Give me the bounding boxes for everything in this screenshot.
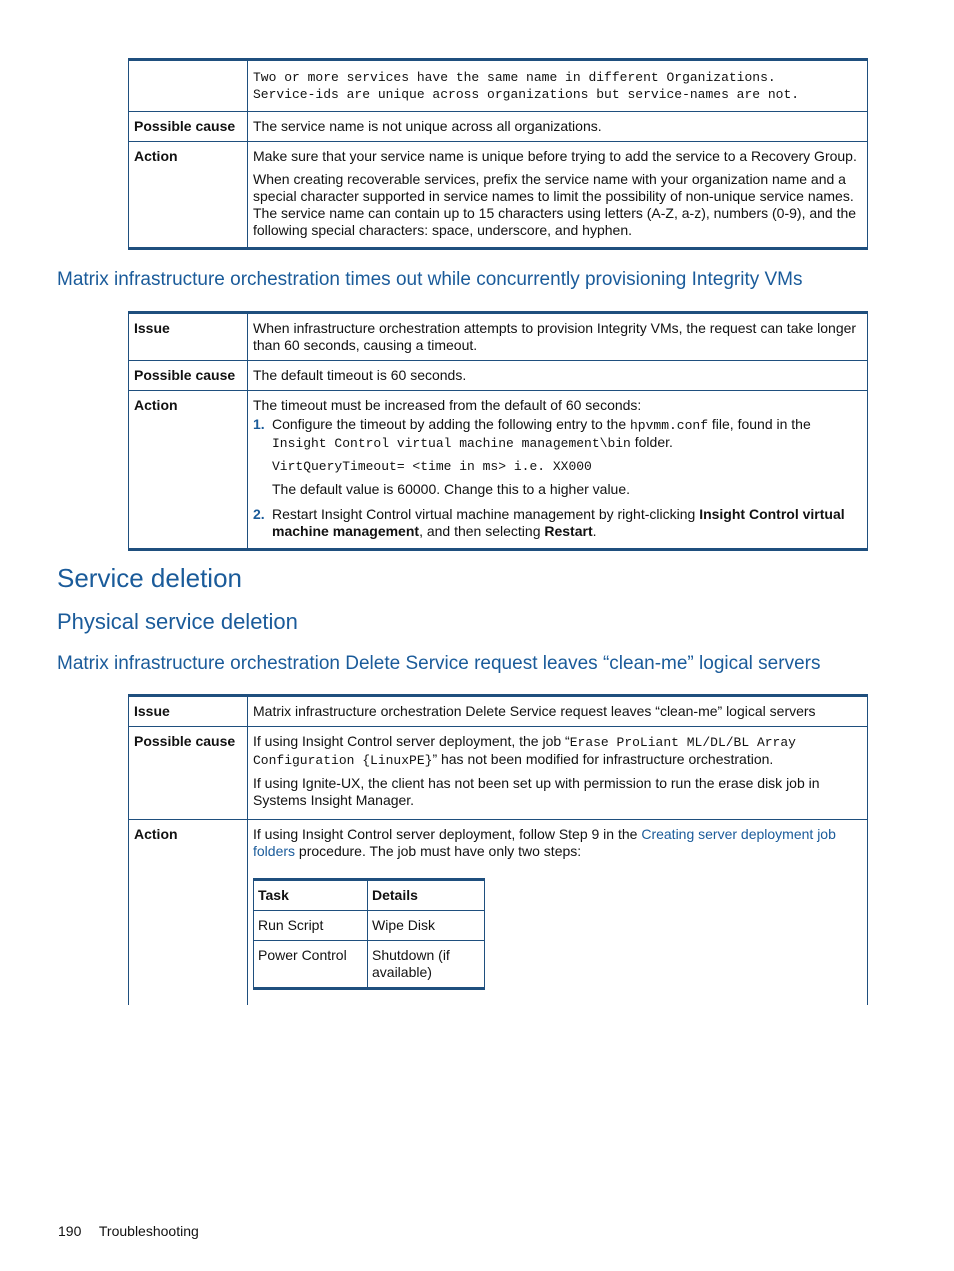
step-text: folder. — [630, 434, 673, 450]
action-paragraph — [253, 826, 862, 860]
action-paragraph-2: When creating recoverable services, prefix the service name with your organization name and a special character supported in service names to limit the possibility of non-unique service names. The service name can contain up to 15 characters using letters (A-Z, a-z), numbers (0-9), and the following special characters: space, underscore, and hyphen. — [253, 171, 857, 238]
empty-label-cell — [129, 60, 248, 112]
restart-command: Restart — [544, 523, 593, 539]
action-cell — [248, 391, 868, 550]
service-name-table — [128, 58, 868, 250]
cause-text: If using Insight Control server deployment, the job “ — [253, 733, 570, 749]
menu-target: Insight Control virtual machine management — [272, 506, 845, 539]
list-item — [253, 416, 862, 498]
details-cell: Shutdown (if available) — [368, 941, 485, 989]
step-number: 1. — [253, 416, 265, 432]
table-row — [129, 391, 868, 550]
timeout-table — [128, 311, 868, 551]
action-intro: The timeout must be increased from the default of 60 seconds: — [253, 397, 642, 413]
table-row — [129, 696, 868, 727]
issue-text: When infrastructure orchestration attempts to provision Integrity VMs, the request can take longer than 60 seconds, causing a timeout. — [248, 313, 868, 361]
page-number: 190 — [58, 1223, 82, 1239]
action-label: Action — [129, 142, 248, 249]
possible-cause-label: Possible cause — [129, 727, 248, 820]
default-value-note: The default value is 60000. Change this to a higher value. — [272, 481, 631, 497]
possible-cause-cell — [248, 727, 868, 820]
config-entry: VirtQueryTimeout= <time in ms> i.e. XX000 — [272, 459, 592, 474]
error-message-line-2: Service-ids are unique across organizations but service-names are not. — [253, 87, 800, 102]
list-item — [253, 506, 862, 540]
action-paragraph-1: Make sure that your service name is unique before trying to add the service to a Recovery Group. — [253, 148, 857, 164]
service-deletion-heading: Service deletion — [57, 563, 242, 593]
folder-path: Insight Control virtual machine management\bin — [272, 436, 631, 451]
step-details — [272, 458, 862, 498]
step-number: 2. — [253, 506, 265, 522]
task-cell: Run Script — [254, 911, 368, 941]
possible-cause-label: Possible cause — [129, 112, 248, 142]
table-row — [129, 361, 868, 391]
table-row — [129, 112, 868, 142]
error-message-cell — [248, 60, 868, 112]
action-text: If using Insight Control server deployment, follow Step 9 in the — [253, 826, 642, 842]
column-header-details: Details — [368, 880, 485, 911]
issue-text: Matrix infrastructure orchestration Delete Service request leaves “clean-me” logical servers — [248, 696, 868, 727]
step-text: Restart Insight Control virtual machine management by right-clicking — [272, 506, 700, 522]
steps-list — [253, 416, 862, 540]
cause-paragraph-1 — [253, 733, 862, 769]
page-footer — [58, 1223, 199, 1239]
column-header-task: Task — [254, 880, 368, 911]
step-text: file, found in the — [708, 416, 811, 432]
config-file-name: hpvmm.conf — [630, 418, 709, 433]
table-row — [129, 142, 868, 249]
creating-job-folders-link[interactable]: Creating server deployment job folders — [253, 826, 836, 859]
table-row — [129, 820, 868, 1006]
table-row — [254, 911, 485, 941]
issue-label: Issue — [129, 313, 248, 361]
action-cell — [248, 820, 868, 1006]
table-row — [129, 313, 868, 361]
step-text: . — [592, 523, 597, 539]
clean-me-table — [128, 694, 868, 1005]
cause-paragraph-2: If using Ignite-UX, the client has not been set up with permission to run the erase disk job in Systems Insight Manager. — [253, 775, 820, 808]
timeout-section-heading: Matrix infrastructure orchestration times out while concurrently provisioning Integrity VMs — [57, 269, 803, 290]
details-cell: Wipe Disk — [368, 911, 485, 941]
possible-cause-text: The default timeout is 60 seconds. — [248, 361, 868, 391]
clean-me-section-heading: Matrix infrastructure orchestration Delete Service request leaves “clean-me” logical servers — [57, 653, 821, 674]
task-cell: Power Control — [254, 941, 368, 989]
job-name: Erase ProLiant ML/DL/BL Array Configuration {LinuxPE} — [253, 735, 796, 768]
step-text: , and then selecting — [419, 523, 545, 539]
cause-text: ” has not been modified for infrastructure orchestration. — [432, 751, 774, 767]
error-message-line-1: Two or more services have the same name in different Organizations. — [253, 70, 776, 85]
physical-service-deletion-heading: Physical service deletion — [57, 609, 298, 634]
issue-label: Issue — [129, 696, 248, 727]
table-header-row — [254, 880, 485, 911]
action-label: Action — [129, 391, 248, 550]
possible-cause-label: Possible cause — [129, 361, 248, 391]
possible-cause-text: The service name is not unique across all organizations. — [248, 112, 868, 142]
action-cell — [248, 142, 868, 249]
job-steps-table — [253, 878, 485, 990]
footer-section-title: Troubleshooting — [98, 1223, 199, 1239]
action-text: procedure. The job must have only two steps: — [295, 843, 582, 859]
table-row — [254, 941, 485, 989]
step-text: Configure the timeout by adding the following entry to the — [272, 416, 630, 432]
table-row — [129, 60, 868, 112]
action-label: Action — [129, 820, 248, 1006]
table-row — [129, 727, 868, 820]
